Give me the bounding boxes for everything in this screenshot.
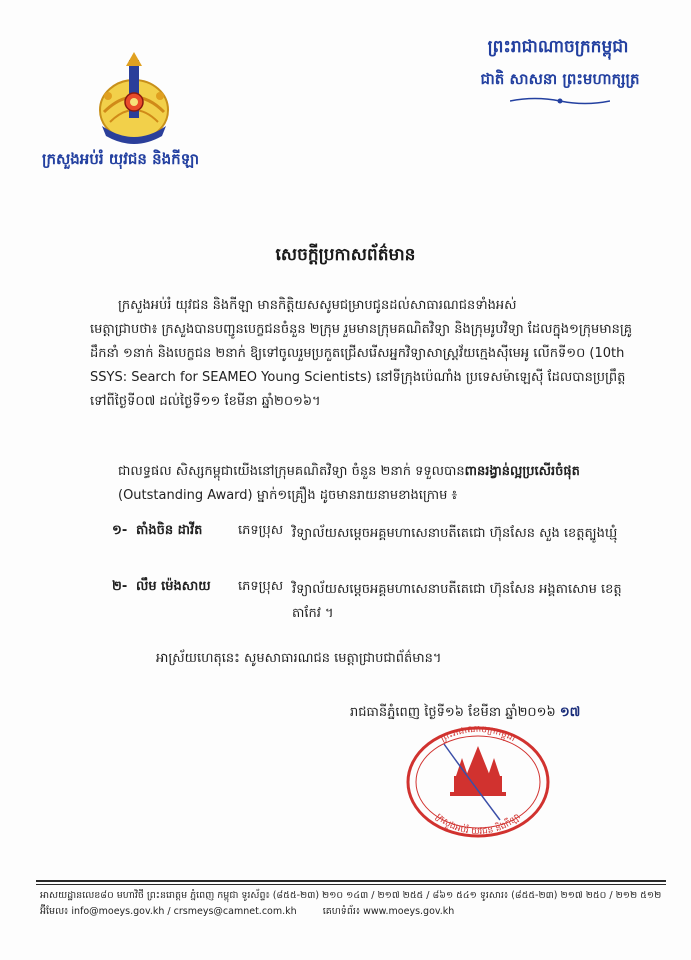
ministry-emblem-icon bbox=[96, 52, 172, 144]
student-gender: ភេទប្រុស bbox=[238, 579, 284, 594]
svg-text:ព្រះរាជាណាចក្រកម្ពុជា bbox=[439, 725, 517, 745]
student-name: តាំងចិន ដាវីត bbox=[136, 523, 203, 538]
student-school: វិទ្យាល័យសម្ដេចអគ្គមហាសេនាបតីតេជោ ហ៊ុនសែន សួង ខេត្តត្បូងឃ្មុំ bbox=[292, 526, 618, 541]
paragraph-1-body: មេត្តាជ្រាបថា៖ ក្រសួងបានបញ្ជូនបេក្ខជនចំនួន ២ក្រុម រួមមានក្រុមគណិតវិទ្យា និងក្រុមរូបវិទ្យា ដែលក្នុង១ក្រុមមានគ្រូដឹកនាំ ១នាក់ និងបេក្ខជន ២នាក់ ឱ្យទៅចូលរួមប្រកួតជ្រើសរើសអ្នកវិទ្យាសាស្ត្រវ័យក្មេងស៊ីមេអូ លើកទី១០ (10th SSYS: Search for SEAMEO Young Scientists) នៅទីក្រុងប៉េណាំង ប្រទេសម៉ាឡេស៊ី ដែលបានប្រព្រឹត្តទៅពីថ្ងៃទី០៧ ដល់ថ្ងៃទី១១ ខែមីនា ឆ្នាំ២០១៦។ bbox=[90, 322, 632, 409]
website-label: គេហទំព័រ៖ bbox=[322, 906, 361, 917]
seal-bottom-text: ក្រសួងអប់រំ យុវជន និងកីឡា bbox=[433, 811, 523, 838]
award-name: ពានរង្វាន់ល្អប្រសើរចំផុត bbox=[464, 464, 580, 479]
official-seal-icon bbox=[404, 724, 552, 840]
list-item bbox=[112, 578, 652, 628]
award-name-english: (Outstanding Award) bbox=[118, 488, 253, 503]
announcement-paragraph-1 bbox=[90, 294, 648, 414]
footer-divider-thin bbox=[36, 884, 666, 885]
dateline-text: រាជធានីភ្នំពេញ ថ្ងៃទី១៦ ខែមីនា ឆ្នាំ២០១៦ bbox=[350, 705, 556, 720]
student-name: លឹម ម៉េងសាយ bbox=[136, 579, 211, 594]
footer-divider bbox=[36, 880, 666, 882]
document-title: សេចក្ដីប្រកាសព័ត៌មាន bbox=[275, 245, 416, 265]
student-list bbox=[112, 522, 652, 634]
kingdom-title: ព្រះរាជាណាចក្រកម្ពុជា bbox=[487, 37, 629, 57]
list-item bbox=[112, 522, 652, 572]
footer-address: អាសយដ្ឋានលេខ៨០ មហាវិថី ព្រះនរោត្តម ភ្នំពេញ កម្ពុជា ទូរស័ព្ទ៖ (៨៥៥-២៣) ២១០ ១៤៣ / ២១៧ ២៥៥ / ៨៦១ ៥៤១ ទូរសារ៖ (៨៥៥-២៣) ២១៧ ២៥០ / ២១២ ៥១២ bbox=[40, 890, 662, 901]
dateline bbox=[350, 704, 650, 723]
svg-text:ក្រសួងអប់រំ យុវជន និងកីឡា bbox=[433, 812, 522, 837]
handwritten-date: ១៧ bbox=[559, 705, 581, 720]
footer bbox=[40, 888, 660, 920]
announcement-paragraph-2 bbox=[118, 460, 648, 508]
paragraph-1-first-line: ក្រសួងអប់រំ យុវជន និងកីឡា មានកិត្តិយសសូមជម្រាបជូនដល់សាធារណជនទាំងអស់ bbox=[118, 298, 517, 313]
item-number: ១- bbox=[112, 523, 128, 538]
national-motto: ជាតិ សាសនា ព្រះមហាក្សត្រ bbox=[480, 70, 640, 88]
website-link[interactable]: www.moeys.gov.kh bbox=[363, 906, 455, 917]
paragraph-2-tail: ម្នាក់១គ្រឿង ដូចមានរាយនាមខាងក្រោម ៖ bbox=[256, 488, 458, 503]
email-label: អ៊ីមែល៖ bbox=[40, 906, 69, 917]
item-number: ២- bbox=[112, 579, 128, 594]
closing-sentence: អាស្រ័យហេតុនេះ សូមសាធារណជន មេត្តាជ្រាបជាព័ត៌មាន។ bbox=[156, 651, 442, 666]
student-school: វិទ្យាល័យសម្ដេចអគ្គមហាសេនាបតីតេជោ ហ៊ុនសែន អង្គតាសោម ខេត្តតាកែវ ។ bbox=[292, 582, 622, 621]
paragraph-2-text: ជាលទ្ធផល សិស្សកម្ពុជាយើងនៅក្រុមគណិតវិទ្យា ចំនួន ២នាក់ ទទួលបាន bbox=[118, 464, 465, 479]
ministry-name: ក្រសួងអប់រំ យុវជន និងកីឡា bbox=[42, 150, 200, 168]
seal-top-text: ព្រះរាជាណាចក្រកម្ពុជា bbox=[439, 724, 517, 745]
email-addresses[interactable]: info@moeys.gov.kh / crsmeys@camnet.com.kh bbox=[71, 906, 297, 917]
footer-contact bbox=[40, 904, 660, 920]
ornament-divider-icon bbox=[510, 96, 610, 106]
student-gender: ភេទប្រុស bbox=[238, 523, 284, 538]
